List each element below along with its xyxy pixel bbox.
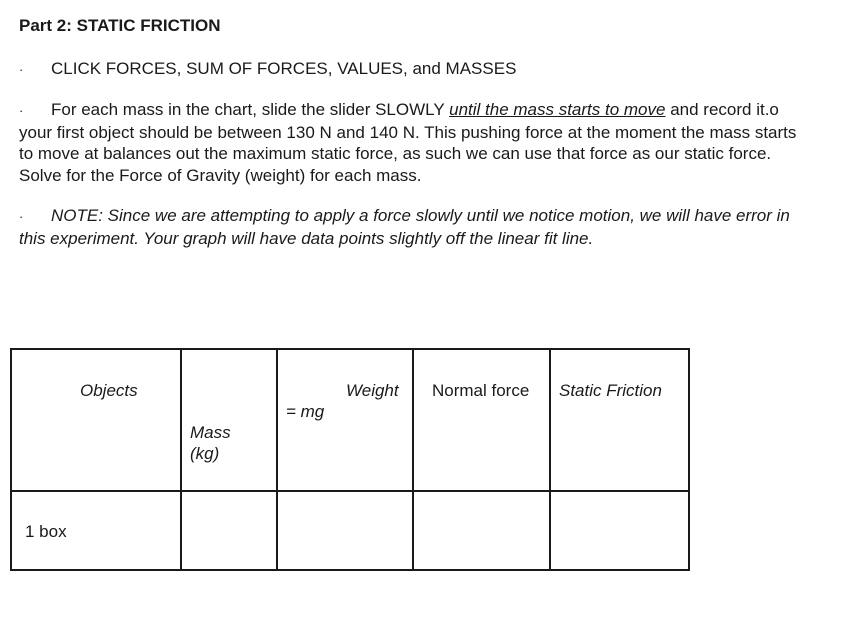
bullet-dot: · — [19, 103, 24, 118]
data-table — [10, 348, 690, 571]
header-static-friction — [550, 349, 689, 491]
cell-static-friction[interactable] — [550, 491, 689, 570]
header-mass — [181, 349, 277, 491]
bullet-2-text-post: and record it.o your first object should be between 130 N and 140 N. This pushing force at the moment the mass starts to move at balances out the maximum static force, as such we can use that force as our static force. Solve for the Force of Gravity (weight) for each mass. — [19, 100, 797, 185]
instruction-bullet-1 — [19, 58, 809, 81]
cell-mass[interactable] — [181, 491, 277, 570]
cell-normal-force[interactable] — [413, 491, 550, 570]
bullet-2-text-pre: For each mass in the chart, slide the slider SLOWLY — [51, 100, 450, 119]
header-objects-label: Objects — [80, 381, 138, 400]
note-text: NOTE: Since we are attempting to apply a force slowly until we notice motion, we will have error in this experiment. Your graph will have data points slightly off the linear fit line. — [19, 206, 790, 248]
bullet-dot: · — [19, 62, 24, 77]
bullet-1-text: CLICK FORCES, SUM OF FORCES, VALUES, and MASSES — [51, 59, 517, 78]
table-row — [11, 491, 689, 570]
cell-object-label: 1 box — [25, 522, 67, 541]
cell-weight[interactable] — [277, 491, 413, 570]
header-static-friction-label: Static Friction — [559, 381, 662, 400]
header-weight — [277, 349, 413, 491]
instruction-note — [19, 205, 809, 249]
header-objects — [11, 349, 181, 491]
instruction-bullet-2 — [19, 99, 809, 186]
table-header-row — [11, 349, 689, 491]
header-normal-force — [413, 349, 550, 491]
header-mass-unit: (kg) — [190, 444, 220, 463]
header-mass-label: Mass — [190, 423, 231, 442]
section-title: Part 2: STATIC FRICTION — [19, 16, 221, 35]
bullet-dot: · — [19, 209, 24, 224]
header-weight-equation: = mg — [286, 402, 325, 421]
header-weight-label: Weight — [346, 381, 399, 400]
cell-object — [11, 491, 181, 570]
header-normal-force-label: Normal force — [432, 381, 530, 400]
bullet-2-underlined: until the mass starts to move — [449, 100, 666, 119]
